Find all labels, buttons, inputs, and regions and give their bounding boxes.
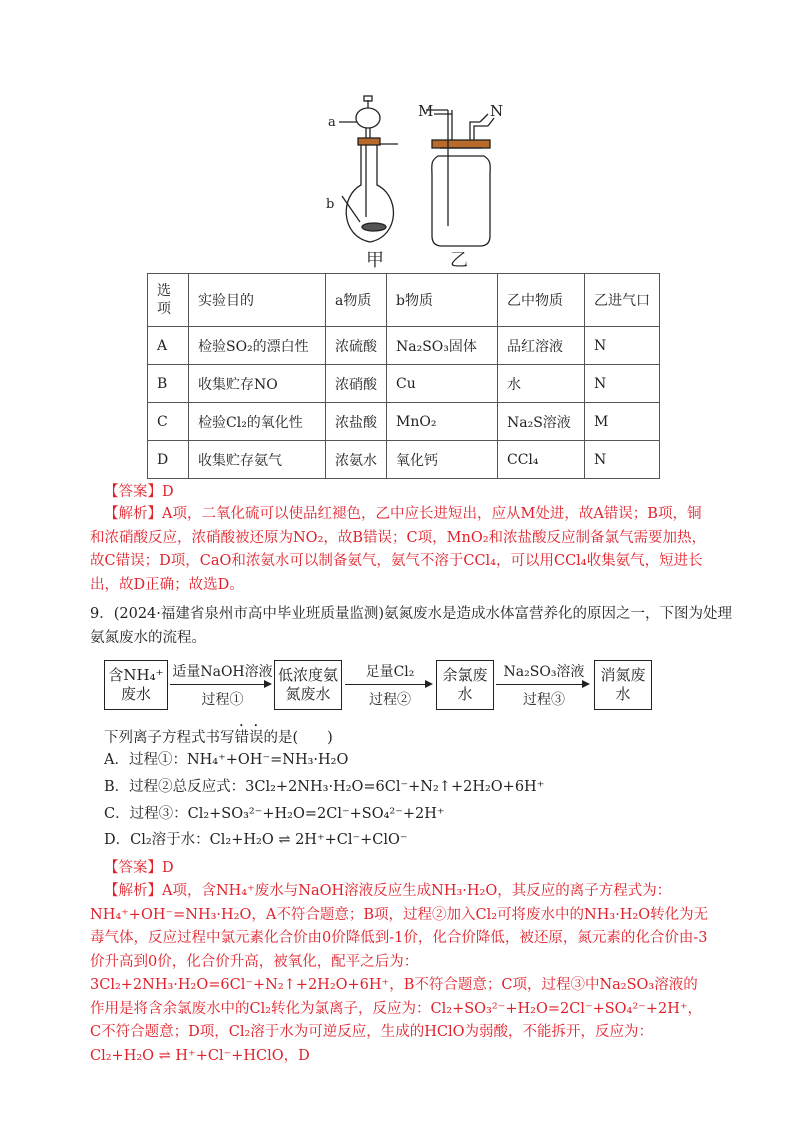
label-m: M [418,102,434,120]
q9-option-a: A．过程①：NH₄⁺+OH⁻=NH₃·H₂O [104,752,349,768]
table-row [148,403,660,441]
flow-arrow-1 [170,684,270,685]
flow-box-nh4: 含NH₄⁺废水 [104,660,168,710]
table-row [148,365,660,403]
flow-box-low-ammonia: 低浓度氨氮废水 [274,660,342,710]
flow-arrow-2 [345,684,431,685]
flow-reagent-2: 足量Cl₂ [365,664,415,680]
label-b: b [326,197,335,212]
table-cell: 检验Cl₂的氧化性 [189,403,326,441]
table-row [148,327,660,365]
table-cell: 收集贮存NO [189,365,326,403]
table-cell: 收集贮存氨气 [189,441,326,479]
table-cell: 浓硫酸 [326,327,387,365]
table-cell: 浓盐酸 [326,403,387,441]
q9-stem-line1: 9．(2024·福建省泉州市高中毕业班质量监测)氨氮废水是造成水体富营养化的原因之一，下图为处理 [90,606,733,622]
flow-box-residual-chlorine: 余氯废水 [436,660,494,710]
table-cell: 水 [498,365,585,403]
table-cell: Na₂SO₃固体 [387,327,498,365]
table-cell: N [585,365,660,403]
apparatus-figure [326,96,510,266]
table-header-cell: 实验目的 [189,274,326,327]
table-cell: C [148,403,189,441]
q8-answer: 【答案】D [104,484,174,500]
table-cell: CCl₄ [498,441,585,479]
q9-option-c: C．过程③：Cl₂+SO₃²⁻+H₂O=2Cl⁻+SO₄²⁻+2H⁺ [104,806,445,822]
table-cell: D [148,441,189,479]
table-header-cell: a物质 [326,274,387,327]
q9-option-b: B．过程②总反应式：3Cl₂+2NH₃·H₂O=6Cl⁻+N₂↑+2H₂O+6H⁺ [104,779,545,795]
table-cell: MnO₂ [387,403,498,441]
flow-reagent-3: Na₂SO₃溶液 [503,664,585,680]
flow-arrow-3 [496,684,588,685]
caption-jia: 甲 [366,250,384,271]
table-cell: Na₂S溶液 [498,403,585,441]
q9-prompt: 下列离子方程式书写错误的是( ) [104,730,333,746]
label-n: N [490,102,504,120]
table-cell: 品红溶液 [498,327,585,365]
table-header-row [148,274,660,327]
q9-analysis: 【解析】A项，含NH₄⁺废水与NaOH溶液反应生成NH₃·H₂O，其反应的离子方程式为：NH₄⁺+OH⁻=NH₃·H₂O，A不符合题意；B项，过程②加入Cl₂可将废水中的NH₃·H₂O转化为无毒气体，反应过程中氯元素化合价由0价降低到-1价，化合价降低，被还原，氮元素的化合价由-3价升高到0价，化合价升高，被氧化，配平之后为：3Cl₂+2NH₃·H₂O=6Cl⁻+N₂↑+2H₂O+6H⁺，B不符合题意；C项，过程③中Na₂SO₃溶液的作用是将含余氯废水中的Cl₂转化为氯离子，反应为：Cl₂+SO₃²⁻+H₂O=2Cl⁻+SO₄²⁻+2H⁺，C不符合题意；D项，Cl₂溶于水为可逆反应，生成的HClO为弱酸，不能拆开，反应为：Cl₂+H₂O ⇌ H⁺+Cl⁻+HClO，D [90,883,709,1064]
caption-yi: 乙 [450,250,468,271]
table-cell: N [585,327,660,365]
q8-analysis: 【解析】A项，二氧化硫可以使品红褪色，乙中应长进短出，应从M处进，故A错误；B项，铜和浓硝酸反应，浓硝酸被还原为NO₂，故B错误；C项，MnO₂和浓盐酸反应制备氯气需要加热，故C错误；D项，CaO和浓氨水可以制备氨气，氨气不溶于CCl₄，可以用CCl₄收集氨气，短进长出，故D正确；故选D。 [90,506,707,593]
q9-option-d: D．Cl₂溶于水：Cl₂+H₂O ⇌ 2H⁺+Cl⁻+ClO⁻ [104,832,408,848]
q9-stem-line2: 氨氮废水的流程。 [90,630,206,646]
flow-reagent-1: 适量NaOH溶液 [172,664,273,680]
table-cell: 浓氨水 [326,441,387,479]
table-cell: 浓硝酸 [326,365,387,403]
table-cell: B [148,365,189,403]
table-cell: 氧化钙 [387,441,498,479]
table-cell: M [585,403,660,441]
q9-answer: 【答案】D [104,860,174,876]
table-header-cell: 乙中物质 [498,274,585,327]
table-cell: 检验SO₂的漂白性 [189,327,326,365]
table-header-cell: 乙进气口 [585,274,660,327]
table-header-cell: b物质 [387,274,498,327]
table-cell: A [148,327,189,365]
options-table [147,273,660,479]
flow-box-denitrified: 消氮废水 [594,660,652,710]
table-header-cell: 选项 [148,274,189,327]
flow-step-1: 过程① [201,692,244,708]
label-a: a [328,115,336,130]
flow-step-2: 过程② [369,692,411,708]
flow-step-3: 过程③ [523,692,565,708]
table-row [148,441,660,479]
table-cell: Cu [387,365,498,403]
emphasis-wrong: 错误 [234,730,264,746]
table-cell: N [585,441,660,479]
